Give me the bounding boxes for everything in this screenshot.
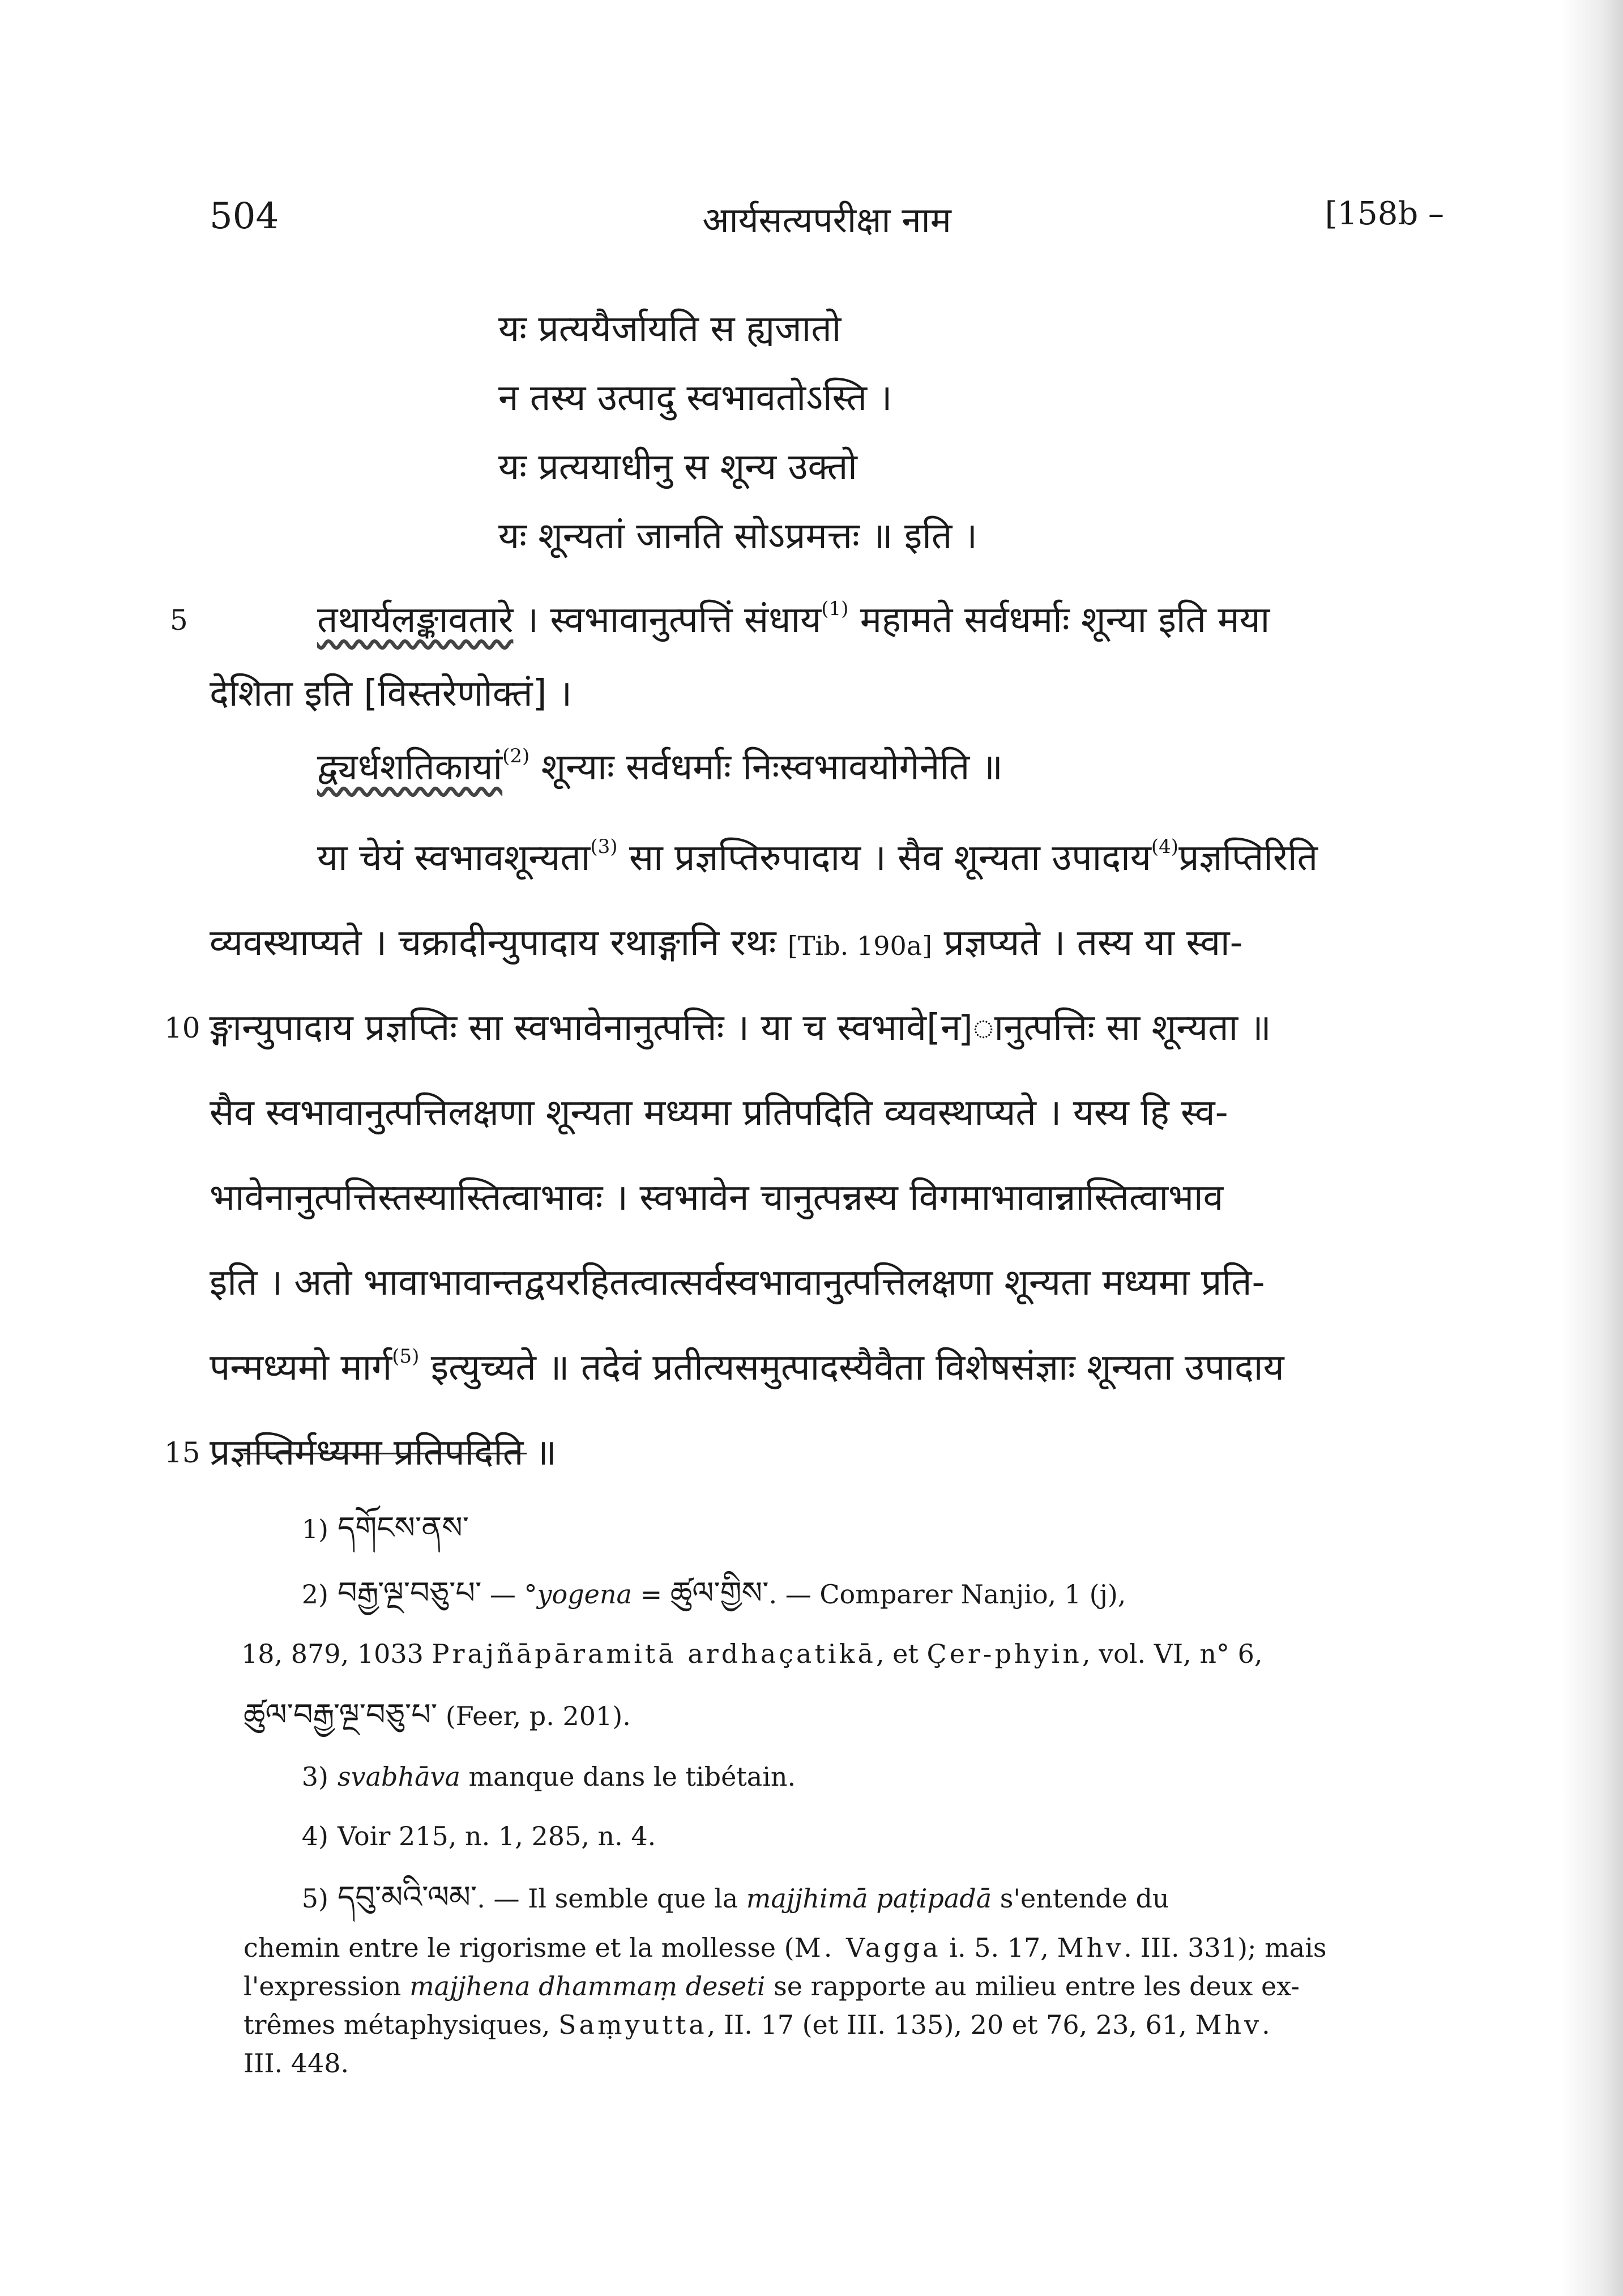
line-number: 5 [170,604,188,637]
text-segment: i. 5. 17, [941,1932,1057,1963]
text-segment: Mhv [1195,2009,1262,2040]
footnote-5 [244,1866,1444,1928]
footnote-label: 4) [301,1821,328,1851]
text-line-5 [170,583,1444,657]
tibetan-text: དབུ་མའི་ལམ་ [338,1879,477,1915]
text-segment: 18, 879, 1033 [241,1638,432,1669]
footnote-5-continuation: III. 448. [244,2048,349,2079]
text-segment: । स्वभावानुत्पत्तिं संधाय [513,599,822,641]
text-line [210,1325,1444,1410]
tibetan-text: བརྒྱ་ལྔ་བཅུ་པ་ [338,1575,482,1611]
footnotes [241,1495,1444,2082]
line-number: 10 [164,1012,200,1044]
text-segment: l'expression [244,1971,410,2001]
text-segment: svabhāva [338,1761,460,1792]
text-segment: Mhv [1057,1932,1124,1963]
text-segment: सा प्रज्ञप्तिरुपादाय । सैव शून्यता उपादाय [617,837,1151,879]
work-title: तथार्यलङ्कावतारे [317,599,514,641]
footnote-label: 5) [301,1883,328,1914]
text-segment: . III. 331); mais [1124,1932,1327,1963]
text-segment: , vol. VI, n° 6, [1082,1638,1263,1669]
text-segment: majjhena dhammaṃ deseti [409,1971,766,2001]
text-segment: (Feer, p. 201). [437,1701,631,1731]
text-segment: Voir 215, n. 1, 285, n. 4. [338,1821,656,1851]
footnote-rule [244,1453,527,1454]
footnote-3 [244,1747,1444,1807]
text-segment: , II. 17 (et III. 135), 20 et 76, 23, 61, [707,2009,1195,2040]
text-segment: Saṃyutta [558,2009,707,2040]
verse-line: यः शून्यतां जानति सोऽप्रमत्तः ॥ इति । [498,515,977,557]
footnote-marker: (1) [821,598,849,620]
page-edge-shadow [1561,0,1623,2296]
text-segment: se rapporte au milieu entre les deux ex- [765,1971,1300,2001]
footnote-5-continuation [244,1967,1444,2005]
footnote-4 [244,1807,1444,1866]
text-line [210,731,1444,816]
text-segment: M. Vagga [794,1932,941,1963]
verse-block [498,295,1348,571]
text-segment: manque dans le tibétain. [460,1761,796,1792]
footnote-label: 2) [301,1579,328,1610]
text-segment: इत्युच्यते ॥ तदेवं प्रतीत्यसमुत्पादस्यैवैता विशेषसंज्ञाः शून्यता उपादाय [419,1347,1284,1389]
text-line: भावेनानुत्पत्तिस्तस्यास्तित्वाभावः । स्वभावेन चानुत्पन्नस्य विगमाभावान्नास्तित्वाभाव [210,1177,1224,1219]
text-segment: . — Comparer Nanjio, 1 (j), [768,1579,1126,1610]
text-segment: महामते सर्वधर्माः शून्या इति मया [848,599,1270,641]
text-segment: chemin entre le rigorisme et la mollesse ( [244,1932,795,1963]
text-line-10 [164,985,1444,1070]
text-line: इति । अतो भावाभावान्तद्वयरहितत्वात्सर्वस्वभावानुत्पत्तिलक्षणा शून्यता मध्यमा प्रति- [210,1262,1265,1304]
footnote-5-continuation [244,2005,1444,2044]
text-segment: majjhimā paṭipadā [746,1883,992,1914]
text-line [210,816,1444,901]
footnote-2-continuation [244,1682,1444,1747]
footnote-label: 3) [301,1761,328,1792]
main-text [164,583,1444,1495]
work-title: द्व्यर्धशतिकायां [317,746,503,788]
section-reference: [158b – [1325,195,1444,232]
footnote-2 [244,1560,1444,1625]
text-segment: प्रज्ञप्तिर्मध्यमा प्रतिपदिति ॥ [210,1432,557,1474]
footnote-1 [244,1495,1444,1560]
tibetan-text: དགོངས་ནས་ [338,1510,469,1546]
footnote-marker: (4) [1151,835,1179,858]
verse-line: यः प्रत्ययैर्जायति स ह्यजातो [498,308,842,350]
tibetan-text: ཚུལ་བརྒྱ་ལྔ་བཅུ་པ་ [244,1697,438,1732]
text-segment: , et [875,1638,927,1669]
text-segment: trêmes métaphysiques, [244,2009,559,2040]
footnote-5-continuation [244,1928,1444,1967]
footnote-marker: (3) [590,835,618,858]
text-segment: ङ्गान्युपादाय प्रज्ञप्तिः सा स्वभावेनानुत्पत्तिः । या च स्वभावे[न]ानुत्पत्तिः सा शून्यता ॥ [210,1007,1271,1049]
text-segment: . [1262,2009,1270,2040]
text-segment: Prajñāpāramitā ardhaçatikā [432,1638,876,1669]
text-segment: प्रज्ञप्तिरिति [1178,837,1318,879]
text-segment: प्रज्ञप्यते । तस्य या स्वा- [932,922,1243,964]
page-header [210,195,1444,246]
footnote-2-continuation [241,1625,1444,1682]
text-line [210,901,1444,985]
text-segment: yogena [537,1579,632,1610]
verse-line: यः प्रत्ययाधीनु स शून्य उक्तो [498,446,857,488]
text-segment: — ° [481,1579,537,1610]
text-segment: पन्मध्यमो मार्ग [210,1347,392,1389]
line-number: 15 [164,1436,200,1469]
tibetan-text: ཚུལ་གྱིས་ [670,1575,769,1611]
text-line: देशिता इति [विस्तरेणोक्तं] । [210,673,573,715]
text-segment: s'entende du [992,1883,1169,1914]
text-segment: व्यवस्थाप्यते । चक्रादीन्युपादाय रथाङ्गानि रथः [210,922,788,964]
text-segment: या चेयं स्वभावशून्यता [317,837,591,879]
page-number: 504 [210,195,279,237]
footnote-marker: (2) [502,745,530,767]
footnote-label: 1) [301,1514,328,1544]
text-segment: = [631,1579,670,1610]
footnote-marker: (5) [392,1345,420,1368]
verse-line: न तस्य उत्पादु स्वभावतोऽस्ति । [498,377,892,419]
text-segment: Çer-phyin [926,1638,1082,1669]
text-segment: . — Il semble que la [477,1883,746,1914]
tibetan-folio-ref: [Tib. 190a] [787,931,933,961]
text-segment: शून्याः सर्वधर्माः निःस्वभावयोगेनेति ॥ [529,746,1003,788]
running-title: आर्यसत्यपरीक्षा नाम [702,199,951,241]
text-line: सैव स्वभावानुत्पत्तिलक्षणा शून्यता मध्यमा प्रतिपदिति व्यवस्थाप्यते । यस्य हि स्व- [210,1092,1228,1134]
